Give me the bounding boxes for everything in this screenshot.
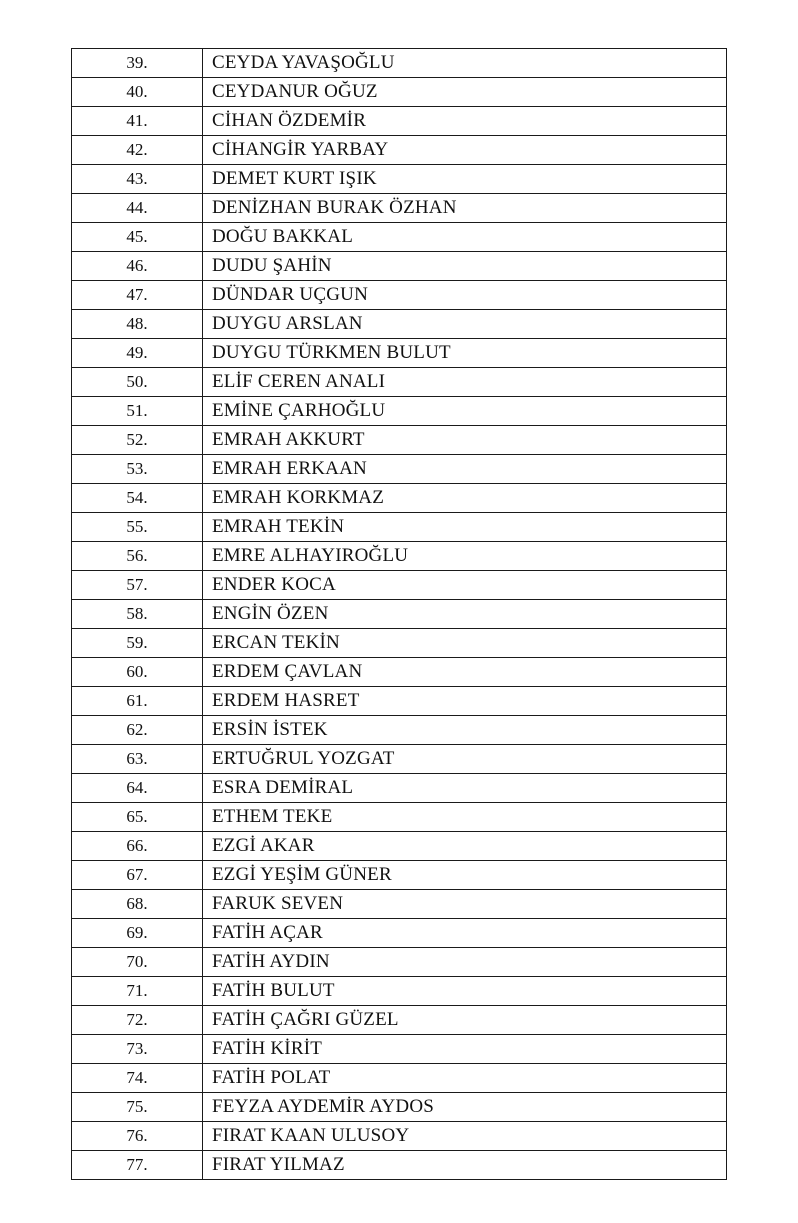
row-number: 65. [72,803,203,832]
person-name: ERDEM HASRET [203,687,727,716]
person-name: ERDEM ÇAVLAN [203,658,727,687]
row-number: 51. [72,397,203,426]
table-row [72,513,727,542]
row-number: 74. [72,1064,203,1093]
row-number: 66. [72,832,203,861]
person-name: DUYGU ARSLAN [203,310,727,339]
table-row [72,1093,727,1122]
row-number: 73. [72,1035,203,1064]
table-row [72,426,727,455]
person-name: DÜNDAR UÇGUN [203,281,727,310]
person-name: EMRE ALHAYIROĞLU [203,542,727,571]
row-number: 70. [72,948,203,977]
table-row [72,919,727,948]
person-name: ESRA DEMİRAL [203,774,727,803]
row-number: 45. [72,223,203,252]
table-row [72,1064,727,1093]
table-row [72,890,727,919]
table-row [72,542,727,571]
table-row [72,600,727,629]
table-row [72,1151,727,1180]
person-name: ENGİN ÖZEN [203,600,727,629]
person-name: CEYDANUR OĞUZ [203,78,727,107]
row-number: 77. [72,1151,203,1180]
row-number: 55. [72,513,203,542]
person-name: FEYZA AYDEMİR AYDOS [203,1093,727,1122]
row-number: 40. [72,78,203,107]
table-row [72,397,727,426]
row-number: 64. [72,774,203,803]
table-row [72,832,727,861]
name-list-page [71,48,727,1180]
person-name: CİHANGİR YARBAY [203,136,727,165]
row-number: 50. [72,368,203,397]
table-row [72,310,727,339]
table-row [72,78,727,107]
person-name: ENDER KOCA [203,571,727,600]
row-number: 59. [72,629,203,658]
table-row [72,49,727,78]
table-row [72,774,727,803]
row-number: 58. [72,600,203,629]
table-row [72,194,727,223]
table-row [72,803,727,832]
person-name: DENİZHAN BURAK ÖZHAN [203,194,727,223]
row-number: 48. [72,310,203,339]
person-name: EZGİ YEŞİM GÜNER [203,861,727,890]
person-name: EMRAH KORKMAZ [203,484,727,513]
table-row [72,1122,727,1151]
row-number: 47. [72,281,203,310]
person-name: ELİF CEREN ANALI [203,368,727,397]
person-name: FATİH KİRİT [203,1035,727,1064]
person-name: EMRAH TEKİN [203,513,727,542]
row-number: 54. [72,484,203,513]
person-name: FIRAT YILMAZ [203,1151,727,1180]
name-list-table [71,48,727,1180]
table-row [72,948,727,977]
person-name: FATİH BULUT [203,977,727,1006]
row-number: 57. [72,571,203,600]
person-name: EMRAH AKKURT [203,426,727,455]
table-row [72,339,727,368]
table-row [72,658,727,687]
person-name: DEMET KURT IŞIK [203,165,727,194]
table-row [72,484,727,513]
row-number: 42. [72,136,203,165]
person-name: FIRAT KAAN ULUSOY [203,1122,727,1151]
person-name: EZGİ AKAR [203,832,727,861]
person-name: FATİH POLAT [203,1064,727,1093]
person-name: ERTUĞRUL YOZGAT [203,745,727,774]
row-number: 49. [72,339,203,368]
table-row [72,861,727,890]
row-number: 75. [72,1093,203,1122]
person-name: FATİH AÇAR [203,919,727,948]
person-name: DUYGU TÜRKMEN BULUT [203,339,727,368]
person-name: EMRAH ERKAAN [203,455,727,484]
table-row [72,281,727,310]
person-name: DOĞU BAKKAL [203,223,727,252]
row-number: 60. [72,658,203,687]
person-name: CEYDA YAVAŞOĞLU [203,49,727,78]
table-row [72,745,727,774]
row-number: 61. [72,687,203,716]
person-name: FARUK SEVEN [203,890,727,919]
person-name: CİHAN ÖZDEMİR [203,107,727,136]
person-name: ERSİN İSTEK [203,716,727,745]
table-row [72,1006,727,1035]
row-number: 76. [72,1122,203,1151]
row-number: 39. [72,49,203,78]
row-number: 71. [72,977,203,1006]
row-number: 44. [72,194,203,223]
row-number: 62. [72,716,203,745]
person-name: ETHEM TEKE [203,803,727,832]
name-list-body [72,49,727,1180]
row-number: 67. [72,861,203,890]
row-number: 41. [72,107,203,136]
table-row [72,136,727,165]
table-row [72,107,727,136]
table-row [72,368,727,397]
row-number: 69. [72,919,203,948]
table-row [72,571,727,600]
table-row [72,165,727,194]
table-row [72,455,727,484]
row-number: 56. [72,542,203,571]
row-number: 52. [72,426,203,455]
row-number: 63. [72,745,203,774]
row-number: 46. [72,252,203,281]
person-name: FATİH AYDIN [203,948,727,977]
table-row [72,1035,727,1064]
table-row [72,977,727,1006]
row-number: 68. [72,890,203,919]
row-number: 43. [72,165,203,194]
row-number: 72. [72,1006,203,1035]
table-row [72,223,727,252]
person-name: EMİNE ÇARHOĞLU [203,397,727,426]
person-name: ERCAN TEKİN [203,629,727,658]
person-name: DUDU ŞAHİN [203,252,727,281]
person-name: FATİH ÇAĞRI GÜZEL [203,1006,727,1035]
table-row [72,687,727,716]
row-number: 53. [72,455,203,484]
table-row [72,716,727,745]
table-row [72,252,727,281]
table-row [72,629,727,658]
